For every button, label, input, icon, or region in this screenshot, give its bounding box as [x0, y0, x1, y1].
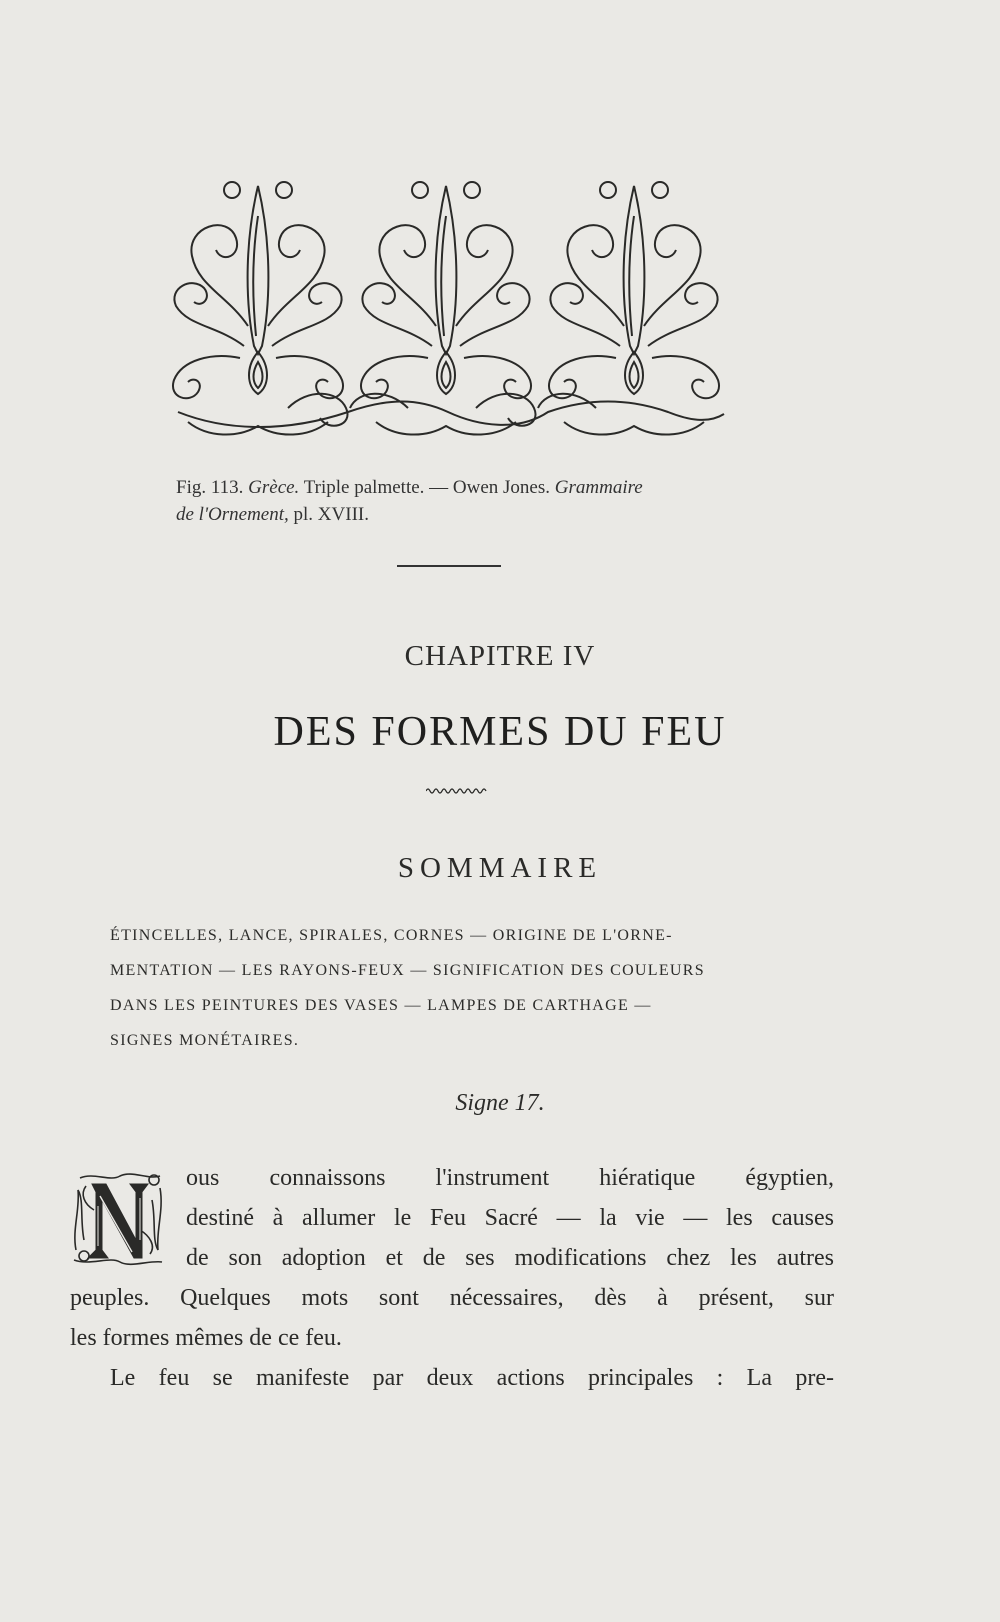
- body-line: ous connaissons l'instrument hiératique égyptien,: [186, 1165, 834, 1191]
- caption-plate: pl. XVIII.: [293, 504, 369, 525]
- chapter-summary: [110, 918, 830, 1058]
- chapter-title: DES FORMES DU FEU: [273, 709, 727, 755]
- summary-line: DANS LES PEINTURES DES VASES — LAMPES DE CARTHAGE —: [110, 997, 652, 1014]
- caption-work-title-1: Grammaire: [554, 477, 643, 498]
- body-line: Le feu se manifeste par deux actions principales : La pre-: [110, 1365, 834, 1391]
- caption-fig-number: Fig. 113.: [176, 477, 244, 498]
- body-paragraph: [70, 1158, 834, 1398]
- chapter-label: CHAPITRE IV: [404, 640, 596, 672]
- caption-work-title-2: de l'Ornement,: [176, 504, 289, 525]
- figure-caption: [176, 474, 756, 528]
- body-line: destiné à allumer le Feu Sacré — la vie — les causes: [186, 1205, 834, 1231]
- body-line: les formes mêmes de ce feu.: [70, 1325, 342, 1351]
- body-line: de son adoption et de ses modifications chez les autres: [186, 1245, 834, 1271]
- caption-place: Grèce.: [248, 477, 300, 498]
- body-line: peuples. Quelques mots sont nécessaires, dès à présent, sur: [70, 1285, 834, 1311]
- wavy-ornament-rule: [426, 786, 488, 796]
- section-divider: [397, 565, 501, 567]
- sommaire-heading: SOMMAIRE: [397, 852, 603, 884]
- caption-description: Triple palmette. — Owen Jones.: [303, 477, 551, 498]
- summary-line: SIGNES MONÉTAIRES.: [110, 1032, 300, 1049]
- signe-heading: Signe 17.: [455, 1090, 545, 1116]
- summary-line: MENTATION — LES RAYONS-FEUX — SIGNIFICATION DES COULEURS: [110, 962, 705, 979]
- triple-palmette-illustration: [168, 176, 728, 444]
- summary-line: ÉTINCELLES, LANCE, SPIRALES, CORNES — ORIGINE DE L'ORNE-: [110, 927, 673, 944]
